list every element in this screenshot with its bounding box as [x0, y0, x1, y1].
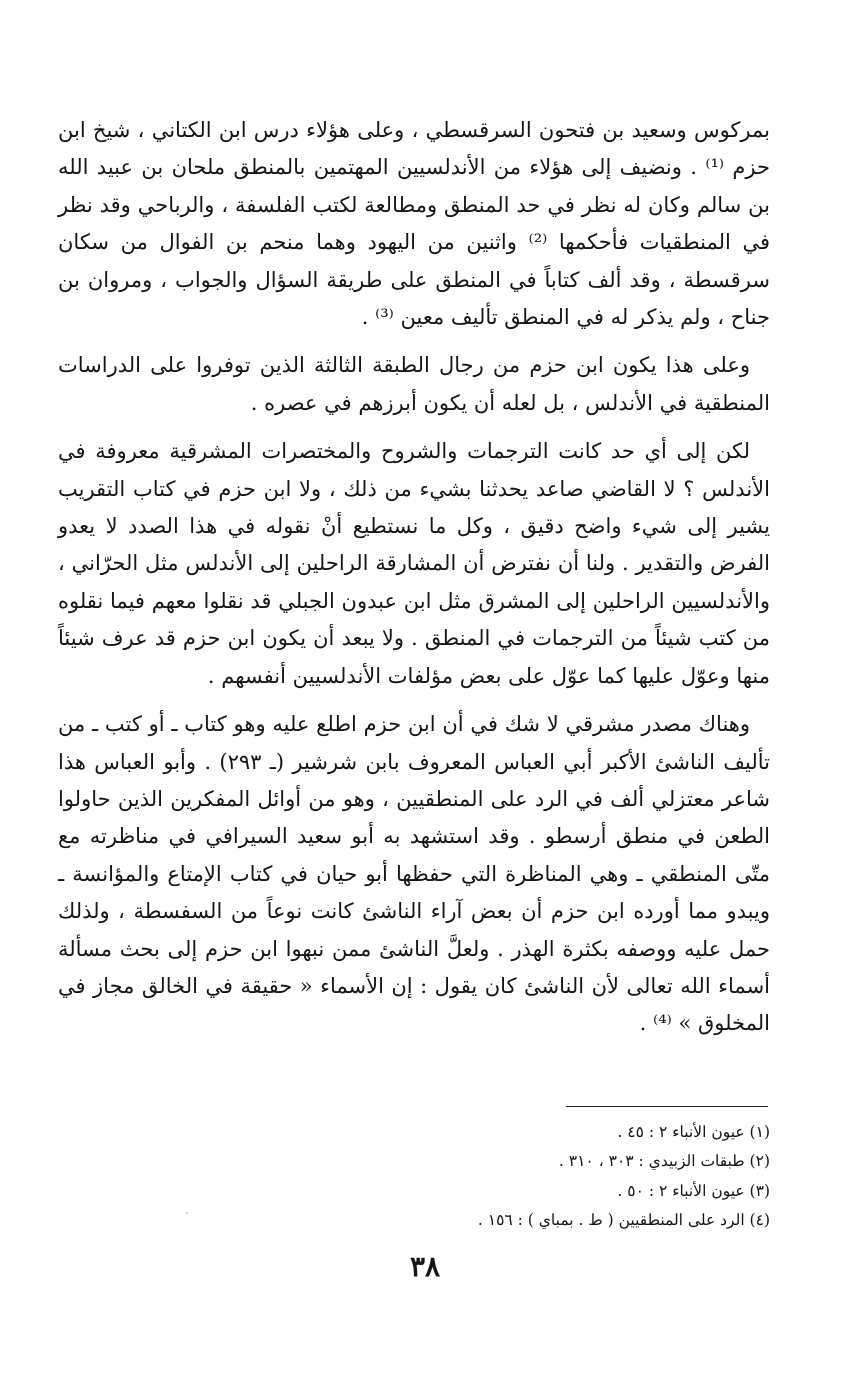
footnotes — [300, 1118, 770, 1235]
body-text — [58, 112, 770, 1043]
paragraph-2: وعلى هذا يكون ابن حزم من رجال الطبقة الثالثة الذين توفروا على الدراسات المنطقية في الأندلس ، بل لعله أن يكون أبرزهم في عصره . — [58, 353, 770, 415]
paragraph-1: بمركوس وسعيد بن فتحون السرقسطي ، وعلى هؤلاء درس ابن الكتاني ، شيخ ابن حزم ⁽¹⁾ . ونضيف إلى هؤلاء من الأندلسيين المهتمين بالمنطق ملحان بن عبيد الله بن سالم وكان له نظر في حد المنطق ومطالعة لكتب الفلسفة ، والرباحي وقد نظر في المنطقيات فأحكمها ⁽²⁾ واثنين من اليهود وهما منحم بن الفوال من سكان سرقسطة ، وقد ألف كتاباً في المنطق على طريقة السؤال والجواب ، ومروان بن جناح ، ولم يذكر له في المنطق تأليف معين ⁽³⁾ . — [58, 118, 770, 330]
footnote-1: (١) عيون الأنباء ٢ : ٤٥ . — [617, 1123, 770, 1141]
footnote-3: (٣) عيون الأنباء ٢ : ٥٠ . — [617, 1181, 770, 1200]
paragraph-3: لكن إلى أي حد كانت الترجمات والشروح والمختصرات المشرقية معروفة في الأندلس ؟ لا القاضي صاعد يحدثنا بشيء من ذلك ، ولا ابن حزم في كتاب التقريب يشير إلى شيء واضح دقيق ، وكل ما نستطيع أنْ نقوله في هذا الصدد لا يعدو الفرض والتقدير . ولنا أن نفترض أن المشارقة الراحلين إلى الأندلس مثل الحرّاني ، والأندلسيين الراحلين إلى المشرق مثل ابن عبدون الجبلي قد نقلوا معهم فيما نقلوه من كتب شيئاً من الترجمات في المنطق . ولا يبعد أن يكون ابن حزم قد عرف شيئاً منها وعوّل عليها كما عوّل على بعض مؤلفات الأندلسيين أنفسهم . — [58, 439, 770, 688]
page-number: ٣٨ — [409, 1250, 441, 1283]
scan-speck — [186, 1212, 188, 1214]
footnote-divider — [566, 1106, 768, 1107]
footnote-2: (٢) طبقات الزبيدي : ٣٠٣ ، ٣١٠ . — [558, 1152, 770, 1171]
footnote-4: (٤) الرد على المنطقيين ( ط . بمباي ) : ١٥٦ . — [477, 1210, 770, 1229]
paragraph-4: وهناك مصدر مشرقي لا شك في أن ابن حزم اطلع عليه وهو كتاب ـ أو كتب ـ من تأليف الناشئ الأكبر أبي العباس المعروف بابن شرشير (ـ ٢٩٣) . وأبو العباس هذا شاعر معتزلي ألف في الرد على المنطقيين ، وهو من أوائل المفكرين الذين حاولوا الطعن في منطق أرسطو . وقد استشهد به أبو سعيد السيرافي في مناظرته مع متّى المنطقي ـ وهي المناظرة التي حفظها أبو حيان في كتاب الإمتاع والمؤانسة ـ ويبدو مما أورده ابن حزم أن بعض آراء الناشئ كانت نوعاً من السفسطة ، ولذلك حمل عليه ووصفه بكثرة الهذر . ولعلَّ الناشئ ممن نبهوا ابن حزم إلى بحث مسألة أسماء الله تعالى لأن الناشئ كان يقول : إن الأسماء « حقيقة في الخالق مجاز في المخلوق » ⁽⁴⁾ . — [58, 712, 770, 1036]
